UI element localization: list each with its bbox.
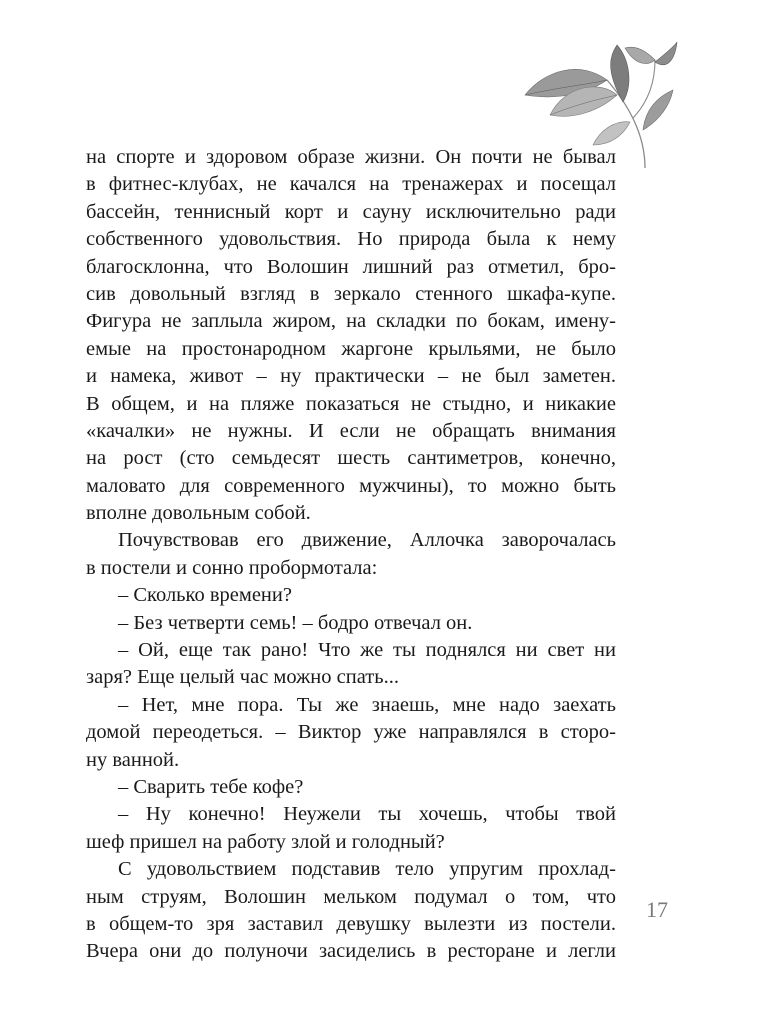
body-text [86,144,616,966]
text-line: «качалки» не нужны. И если не обращать внимания [86,419,616,442]
text-line: в постели и сонно пробормотала: [86,556,378,579]
text-line: С удовольствием подставив тело упругим прохлад- [118,858,616,881]
dialogue-line: – Без четверти семь! – бодро отвечал он. [118,611,473,634]
text-line: благосклонна, что Волошин лишний раз отметил, бро- [86,255,616,278]
dialogue-line: – Сколько времени? [118,584,292,607]
text-line: в фитнес-клубах, не качался на тренажерах и посещал [86,173,616,196]
text-line: маловато для современного мужчины), то можно быть [86,474,616,497]
text-line: сив довольный взгляд в зеркало стенного шкафа-купе. [86,282,616,305]
page-number: 17 [646,897,668,922]
text-line: в общем-то зря заставил девушку вылезти из постели. [86,912,616,935]
text-line: шеф пришел на работу злой и голодный? [86,830,445,853]
text-line: бассейн, теннисный корт и сауну исключительно ради [86,200,616,223]
text-line: и намека, живот – ну практически – не был заметен. [86,365,616,388]
text-line: ну ванной. [86,748,180,771]
text-line: ным струям, Волошин мельком подумал о том, что [86,885,616,908]
text-line: вполне довольным собой. [86,502,311,525]
text-line: заря? Еще целый час можно спать... [86,666,399,689]
text-line: Почувствовав его движение, Аллочка заворочалась [118,529,616,552]
text-line: емые на простонародном жаргоне крыльями, не было [86,337,616,360]
text-line: Вчера они до полуночи засиделись в ресторане и легли [86,940,616,963]
text-line: В общем, и на пляже показаться не стыдно, и никакие [86,392,616,415]
dialogue-line: – Сварить тебе кофе? [118,775,304,798]
text-line: домой переодеться. – Виктор уже направлялся в сторо- [86,721,616,744]
text-line: на рост (сто семьдесят шесть сантиметров, конечно, [86,447,616,470]
text-line: собственного удовольствия. Но природа была к нему [86,228,616,251]
dialogue-line: – Ой, еще так рано! Что же ты поднялся ни свет ни [118,639,616,662]
dialogue-line: – Нет, мне пора. Ты же знаешь, мне надо заехать [118,693,616,716]
text-line: Фигура не заплыла жиром, на складки по бокам, имену- [86,310,616,333]
dialogue-line: – Ну конечно! Неужели ты хочешь, чтобы твой [118,803,616,826]
text-line: на спорте и здоровом образе жизни. Он почти не бывал [86,146,616,168]
